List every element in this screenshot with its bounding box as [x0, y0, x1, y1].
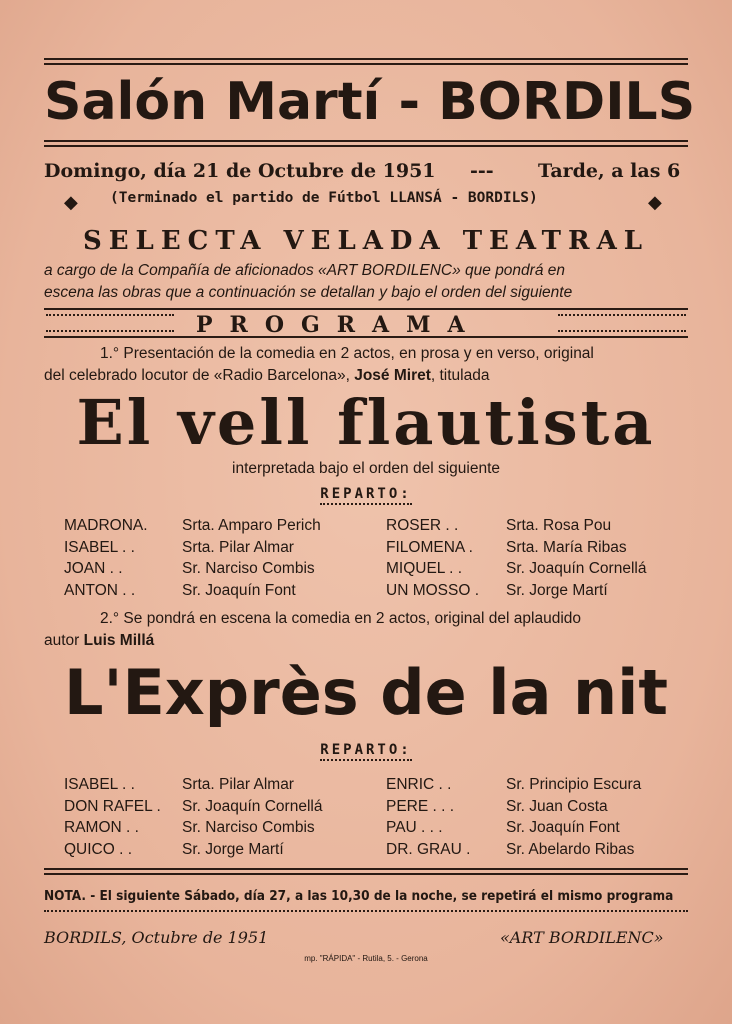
football-match-note: (Terminado el partido de Fútbol LLANSÁ - BORDILS) — [110, 190, 538, 206]
play2-title: L'Exprès de la nit — [63, 656, 669, 729]
cast-list-2-left — [64, 774, 322, 860]
cast-row: QUICO . . Sr. Jorge Martí — [64, 840, 284, 858]
programa-top-rule — [44, 308, 688, 310]
item2-line-2 — [44, 632, 154, 650]
item2-text-a: autor — [44, 632, 84, 649]
play1-title: El vell flautista — [76, 386, 656, 459]
top-rule — [44, 58, 688, 65]
item2-author: Luis Millá — [83, 632, 155, 649]
item1-text-a: del celebrado locutor de «Radio Barcelona», — [44, 367, 355, 384]
diamond-right-icon: ◆ — [648, 192, 662, 212]
printer-imprint: mp. "RÁPIDA" - Rutila, 5. - Gerona — [304, 954, 428, 963]
item1-line-1: 1.° Presentación de la comedia en 2 actos, en prosa y en verso, original — [100, 345, 594, 362]
cast-row: FILOMENA . Srta. María Ribas — [386, 538, 627, 556]
event-date: Domingo, día 21 de Octubre de 1951 — [44, 160, 436, 182]
diamond-left-icon: ◆ — [64, 192, 78, 212]
intro-line-1: a cargo de la Compañía de aficionados «ART BORDILENC» que pondrá en — [44, 262, 565, 279]
nota-top-rule — [44, 868, 688, 875]
dateline-dashes: --- — [470, 160, 494, 182]
cast-row: UN MOSSO . Sr. Jorge Martí — [386, 581, 608, 599]
nota-text: NOTA. - El siguiente Sábado, día 27, a las 10,30 de la noche, se repetirá el mismo programa — [44, 888, 674, 904]
item2-line-1: 2.° Se pondrá en escena la comedia en 2 actos, original del aplaudido — [100, 610, 581, 627]
intro-line-2: escena las obras que a continuación se detallan y bajo el orden del siguiente — [44, 284, 573, 301]
cast-row: RAMON . . Sr. Narciso Combis — [64, 819, 315, 836]
cast-row: DR. GRAU . Sr. Abelardo Ribas — [386, 840, 635, 858]
venue-title: Salón Martí - BORDILS — [44, 72, 696, 132]
cast-row: ISABEL . . Srta. Pilar Almar — [64, 776, 294, 793]
cast-row: DON RAFEL . Sr. Joaquín Cornellá — [64, 797, 323, 815]
item1-text-b: , titulada — [430, 367, 490, 384]
cast-row: MADRONA. Srta. Amparo Perich — [64, 517, 321, 534]
item1-line-2 — [44, 367, 490, 385]
programa-heading: PROGRAMA — [196, 312, 482, 338]
cast-row: ISABEL . . Srta. Pilar Almar — [64, 538, 294, 556]
cast-list-1-right — [386, 515, 646, 601]
velada-heading: SELECTA VELADA TEATRAL — [82, 226, 650, 256]
cast-row: PAU . . . Sr. Joaquín Font — [386, 819, 620, 836]
programa-bottom-rule — [44, 336, 688, 338]
cast-row: ROSER . . Srta. Rosa Pou — [386, 517, 612, 534]
programa-dots-left — [46, 314, 174, 332]
programa-dots-right — [558, 314, 686, 332]
nota-bottom-rule — [44, 910, 688, 912]
cast-list-2-right — [386, 774, 641, 860]
cast-list-1-left — [64, 515, 321, 601]
reparto-label-1: REPARTO: — [44, 486, 688, 502]
event-time: Tarde, a las 6 — [538, 160, 681, 182]
cast-row: ENRIC . . Sr. Principio Escura — [386, 776, 642, 793]
play1-subtitle: interpretada bajo el orden del siguiente — [232, 460, 500, 477]
footer-company: «ART BORDILENC» — [500, 928, 664, 947]
cast-row: MIQUEL . . Sr. Joaquín Cornellá — [386, 560, 647, 577]
cast-row: ANTON . . Sr. Joaquín Font — [64, 581, 296, 599]
item1-author: José Miret — [354, 367, 431, 384]
cast-row: PERE . . . Sr. Juan Costa — [386, 797, 608, 815]
reparto-label-2: REPARTO: — [44, 742, 688, 758]
cast-row: JOAN . . Sr. Narciso Combis — [64, 560, 315, 577]
title-bottom-rule — [44, 140, 688, 147]
footer-place-date: BORDILS, Octubre de 1951 — [44, 928, 269, 947]
